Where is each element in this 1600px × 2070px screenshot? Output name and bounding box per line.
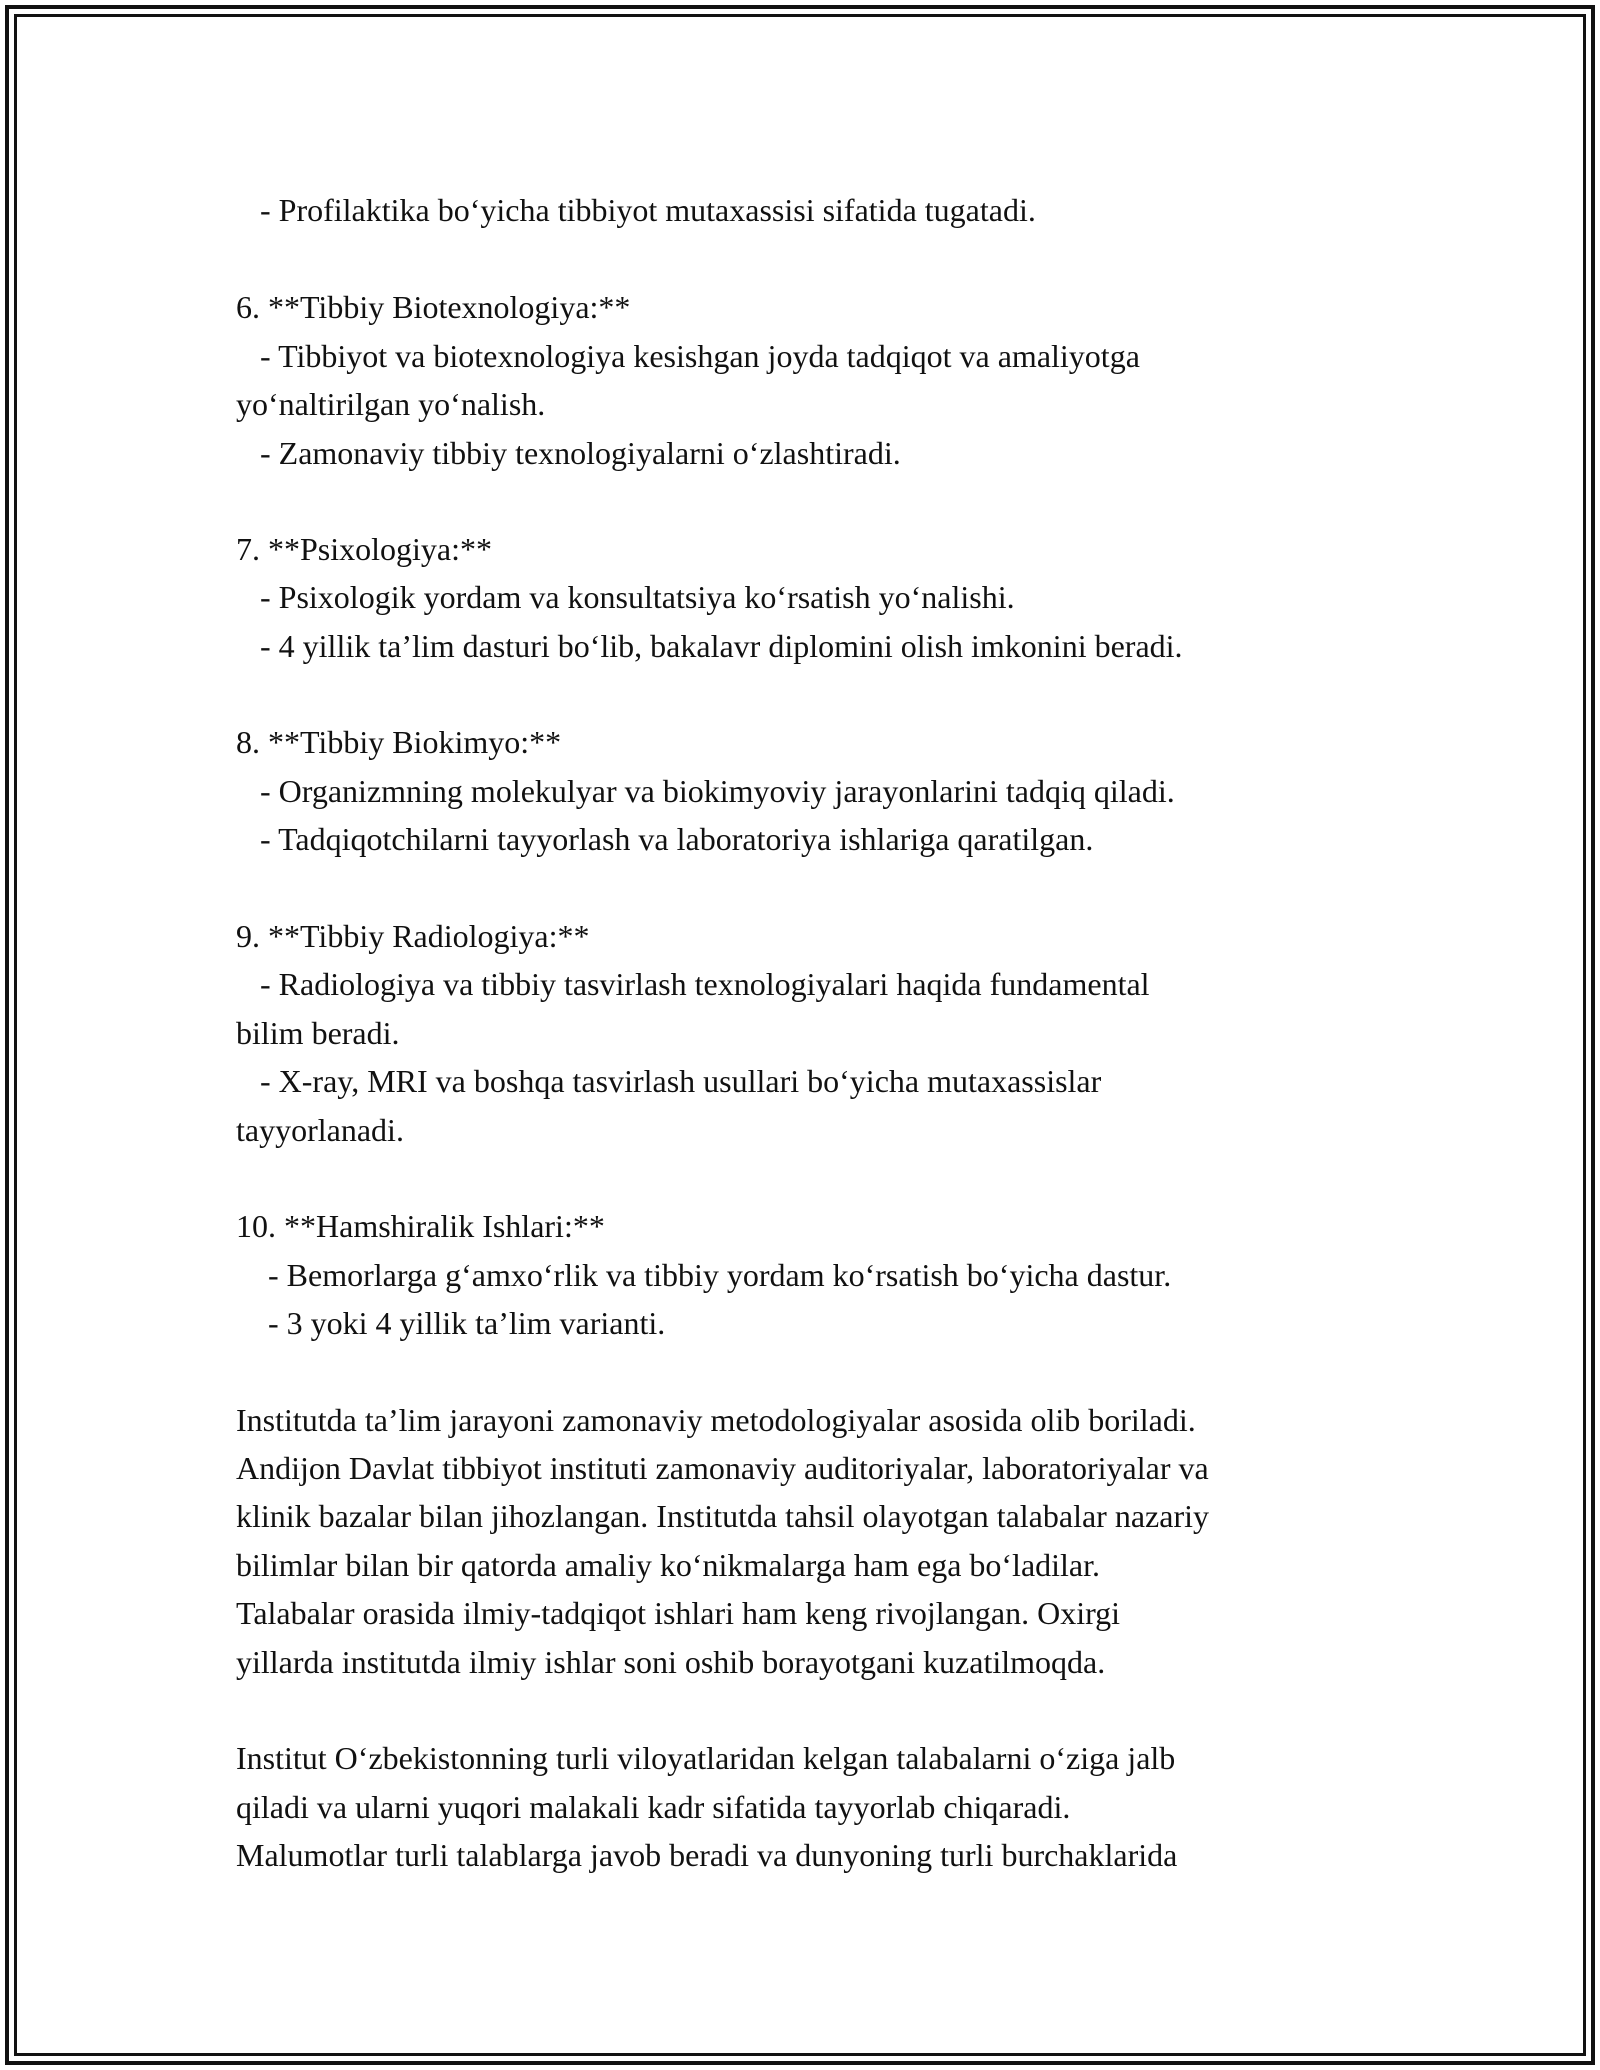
text-line: - Tadqiqotchilarni tayyorlash va laboratoriya ishlariga qaratilgan. [236,821,1094,857]
text-line: bilim beradi. [236,1015,400,1051]
text-line: tayyorlanadi. [236,1112,404,1148]
section-heading-9: 9. **Tibbiy Radiologiya:** [236,918,590,954]
text-line: - Profilaktika bo‘yicha tibbiyot mutaxassisi sifatida tugatadi. [236,192,1036,228]
paragraph-line: Malumotlar turli talablarga javob beradi va dunyoning turli burchaklarida [236,1837,1178,1873]
text-line: - Psixologik yordam va konsultatsiya ko‘rsatish yo‘nalishi. [236,579,1015,615]
paragraph-line: qiladi va ularni yuqori malakali kadr sifatida tayyorlab chiqaradi. [236,1789,1071,1825]
text-line: yo‘naltirilgan yo‘nalish. [236,386,546,422]
text-line: - Zamonaviy tibbiy texnologiyalarni o‘zlashtiradi. [236,435,901,471]
text-line: - 4 yillik ta’lim dasturi bo‘lib, bakalavr diplomini olish imkonini beradi. [236,628,1183,664]
text-line: - 3 yoki 4 yillik ta’lim varianti. [236,1305,666,1341]
paragraph-line: klinik bazalar bilan jihozlangan. Institutda tahsil olayotgan talabalar nazariy [236,1498,1209,1534]
text-line: - Radiologiya va tibbiy tasvirlash texnologiyalari haqida fundamental [236,966,1150,1002]
text-line: - X-ray, MRI va boshqa tasvirlash usullari bo‘yicha mutaxassislar [236,1063,1102,1099]
section-heading-10: 10. **Hamshiralik Ishlari:** [236,1208,605,1244]
paragraph-line: Andijon Davlat tibbiyot instituti zamonaviy auditoriyalar, laboratoriyalar va [236,1450,1209,1486]
paragraph-line: yillarda institutda ilmiy ishlar soni oshib borayotgani kuzatilmoqda. [236,1644,1106,1680]
paragraph-line: Institutda ta’lim jarayoni zamonaviy metodologiyalar asosida olib boriladi. [236,1402,1196,1438]
paragraph-line: Institut O‘zbekistonning turli viloyatlaridan kelgan talabalarni o‘ziga jalb [236,1740,1176,1776]
section-heading-6: 6. **Tibbiy Biotexnologiya:** [236,289,631,325]
text-line: - Bemorlarga g‘amxo‘rlik va tibbiy yordam ko‘rsatish bo‘yicha dastur. [236,1257,1172,1293]
section-heading-7: 7. **Psixologiya:** [236,531,493,567]
section-heading-8: 8. **Tibbiy Biokimyo:** [236,724,562,760]
text-line: - Organizmning molekulyar va biokimyoviy jarayonlarini tadqiq qiladi. [236,773,1175,809]
paragraph-line: bilimlar bilan bir qatorda amaliy ko‘nikmalarga ham ega bo‘ladilar. [236,1547,1101,1583]
text-line: - Tibbiyot va biotexnologiya kesishgan joyda tadqiqot va amaliyotga [236,338,1140,374]
paragraph-line: Talabalar orasida ilmiy-tadqiqot ishlari ham keng rivojlangan. Oxirgi [236,1595,1121,1631]
